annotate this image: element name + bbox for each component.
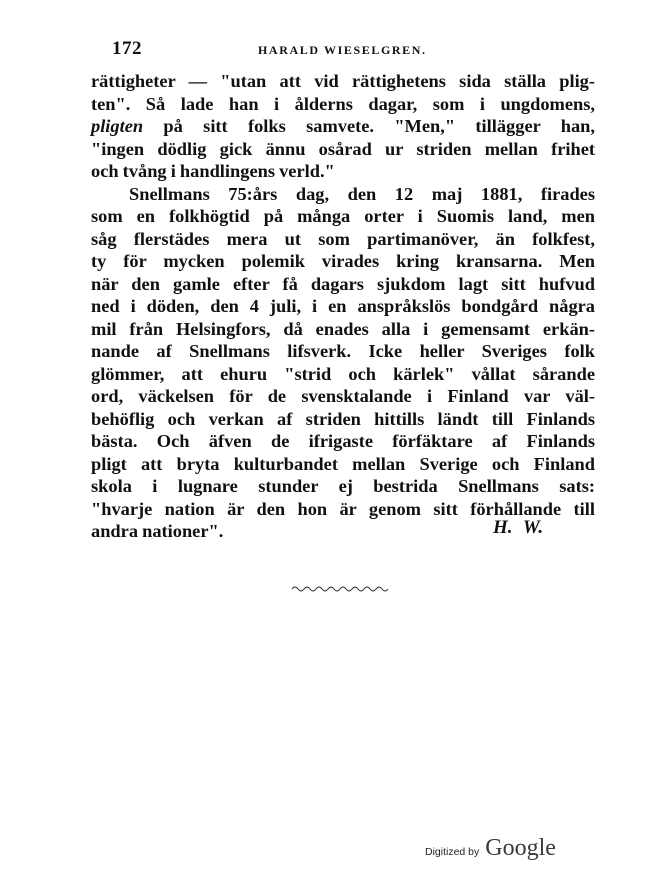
text-line: glömmer, att ehuru "strid och kärlek" vållat sårande	[91, 363, 595, 384]
text-line: behöflig och verkan af striden hittills ländt till Finlands	[91, 408, 595, 429]
text-line: ned i döden, den 4 juli, i en anspråkslös bondgård några	[91, 296, 595, 316]
text-line: mil från Helsingfors, då enades alla i gemensamt erkän-	[91, 318, 595, 339]
text-line: som en folkhögtid på många orter i Suomis land, men	[91, 206, 595, 226]
text-line: skola i lugnare stunder ej bestrida Snellmans sats:	[91, 476, 595, 496]
text-line: andra nationer".	[91, 521, 224, 541]
google-wordmark: Google	[485, 835, 556, 861]
text-line: "ingen dödlig gick ännu osårad ur striden mellan frihet	[91, 138, 595, 159]
italic-word: pligten	[91, 116, 144, 136]
text-line: bästa. Och äfven de ifrigaste förfäktare af Finlands	[91, 431, 595, 451]
digitized-label: Digitized by	[425, 846, 480, 858]
body-text	[91, 70, 595, 543]
text-line: "hvarje nation är den hon är genom sitt förhållande till	[91, 498, 595, 519]
running-head	[112, 38, 592, 62]
wavy-rule-ornament-icon	[290, 583, 390, 597]
text-line: ord, väckelsen för de svensktalande i Finland var väl-	[91, 386, 595, 406]
text-line: ty för mycken polemik virades kring kransarna. Men	[91, 251, 595, 271]
text-line: och tvång i handlingens verld."	[91, 161, 335, 181]
text-line: när den gamle efter få dagars sjukdom lagt sitt hufvud	[91, 273, 595, 294]
paragraph-first-line: Snellmans 75:års dag, den 12 maj 1881, firades	[129, 183, 595, 204]
running-title: HARALD WIESELGREN.	[258, 43, 427, 57]
text-line-rest: på sitt folks samvete. "Men," tillägger han,	[143, 116, 595, 136]
text-line: nande af Snellmans lifsverk. Icke heller Sveriges folk	[91, 341, 595, 361]
digitized-by-google-watermark	[425, 835, 556, 865]
text-line	[91, 115, 595, 138]
text-line: rättigheter — "utan att vid rättighetens sida ställa plig-	[91, 71, 595, 91]
author-signature: H. W.	[493, 517, 544, 538]
text-line: ten". Så lade han i ålderns dagar, som i ungdomens,	[91, 93, 595, 114]
page-number: 172	[112, 38, 142, 59]
text-line: pligt att bryta kulturbandet mellan Sverige och Finland	[91, 453, 595, 474]
text-line: såg flerstädes mera ut som partimanöver, än folkfest,	[91, 228, 595, 249]
